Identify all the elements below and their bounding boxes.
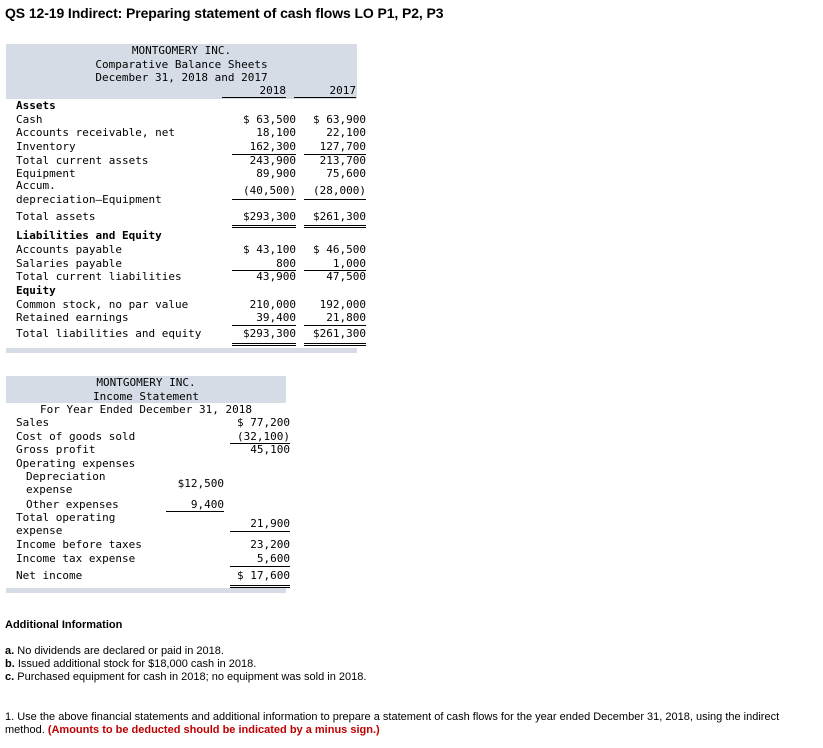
bs-row-ap: Accounts payable $ 43,100 $ 46,500 [16,242,366,256]
question-text: 1. Use the above financial statements and additional information to prepare a statement of cash flows for the year ended December 31, 2018, using the indirect method. [5,711,780,736]
bs-footer-bar [6,348,357,353]
is-row-ibt: Income before taxes 23,200 [16,538,290,552]
is-row-gross-profit: Gross profit 45,100 [16,443,290,457]
bs-row-inventory: Inventory 162,300 127,700 [16,140,366,154]
bs-company: MONTGOMERY INC. [131,44,232,57]
is-row-cogs: Cost of goods sold (32,100) [16,429,290,443]
is-row-net-income: Net income $ 17,600 [16,566,286,585]
bs-col-2017: 2017 [294,84,356,98]
info-item-b: b. Issued additional stock for $18,000 cash in 2018. [5,658,257,670]
bs-col-2018: 2018 [222,84,286,98]
is-row-other-expenses: Other expenses 9,400 [26,497,224,511]
is-footer-bar [6,588,286,593]
page-title: QS 12-19 Indirect: Preparing statement of cash flows LO P1, P2, P3 [5,5,444,21]
bs-row-retained-earnings: Retained earnings 39,400 21,800 [16,311,366,325]
bs-row-total-current-assets: Total current assets 243,900 213,700 [16,153,366,167]
is-company: MONTGOMERY INC. [96,376,196,389]
bs-row-ar: Accounts receivable, net 18,100 22,100 [16,126,366,140]
additional-info-heading: Additional Information [5,619,123,631]
bs-row-accum-dep: Accum. depreciation—Equipment (40,500) (28,000) [16,179,366,207]
question [5,711,805,737]
bs-row-cash: Cash $ 63,500 $ 63,900 [16,112,366,126]
is-row-depreciation: Depreciation expense $12,500 [26,469,224,496]
bs-row-common-stock: Common stock, no par value 210,000 192,000 [16,297,366,311]
bs-row-salaries: Salaries payable 800 1,000 [16,256,366,270]
is-period: For Year Ended December 31, 2018 [6,403,286,417]
liabilities-heading: Liabilities and Equity [16,229,162,243]
bs-date: December 31, 2018 and 2017 [95,71,268,84]
bs-row-total-current-liabilities: Total current liabilities 43,900 47,500 [16,270,366,284]
income-statement [6,376,290,593]
additional-info-list [5,645,366,684]
bs-row-equipment: Equipment 89,900 75,600 [16,167,366,181]
assets-heading: Assets [16,99,56,112]
is-row-total-opex: Total operating expense 21,900 [16,511,290,538]
bs-row-total-liab-equity: Total liabilities and equity $293,300 $261,300 [16,325,357,343]
info-item-c: c. Purchased equipment for cash in 2018; no equipment was sold in 2018. [5,671,367,683]
is-opex-heading: Operating expenses [16,457,136,471]
info-item-a: a. No dividends are declared or paid in 2018. [5,645,224,657]
is-row-tax: Income tax expense 5,600 [16,552,290,566]
is-title: Income Statement [93,389,199,403]
question-note: (Amounts to be deducted should be indicated by a minus sign.) [47,724,380,736]
is-row-sales: Sales $ 77,200 [16,416,290,429]
equity-heading: Equity [16,283,56,297]
bs-title: Comparative Balance Sheets [95,57,268,71]
balance-sheet [6,44,366,353]
bs-row-total-assets: Total assets $293,300 $261,300 [16,209,357,225]
